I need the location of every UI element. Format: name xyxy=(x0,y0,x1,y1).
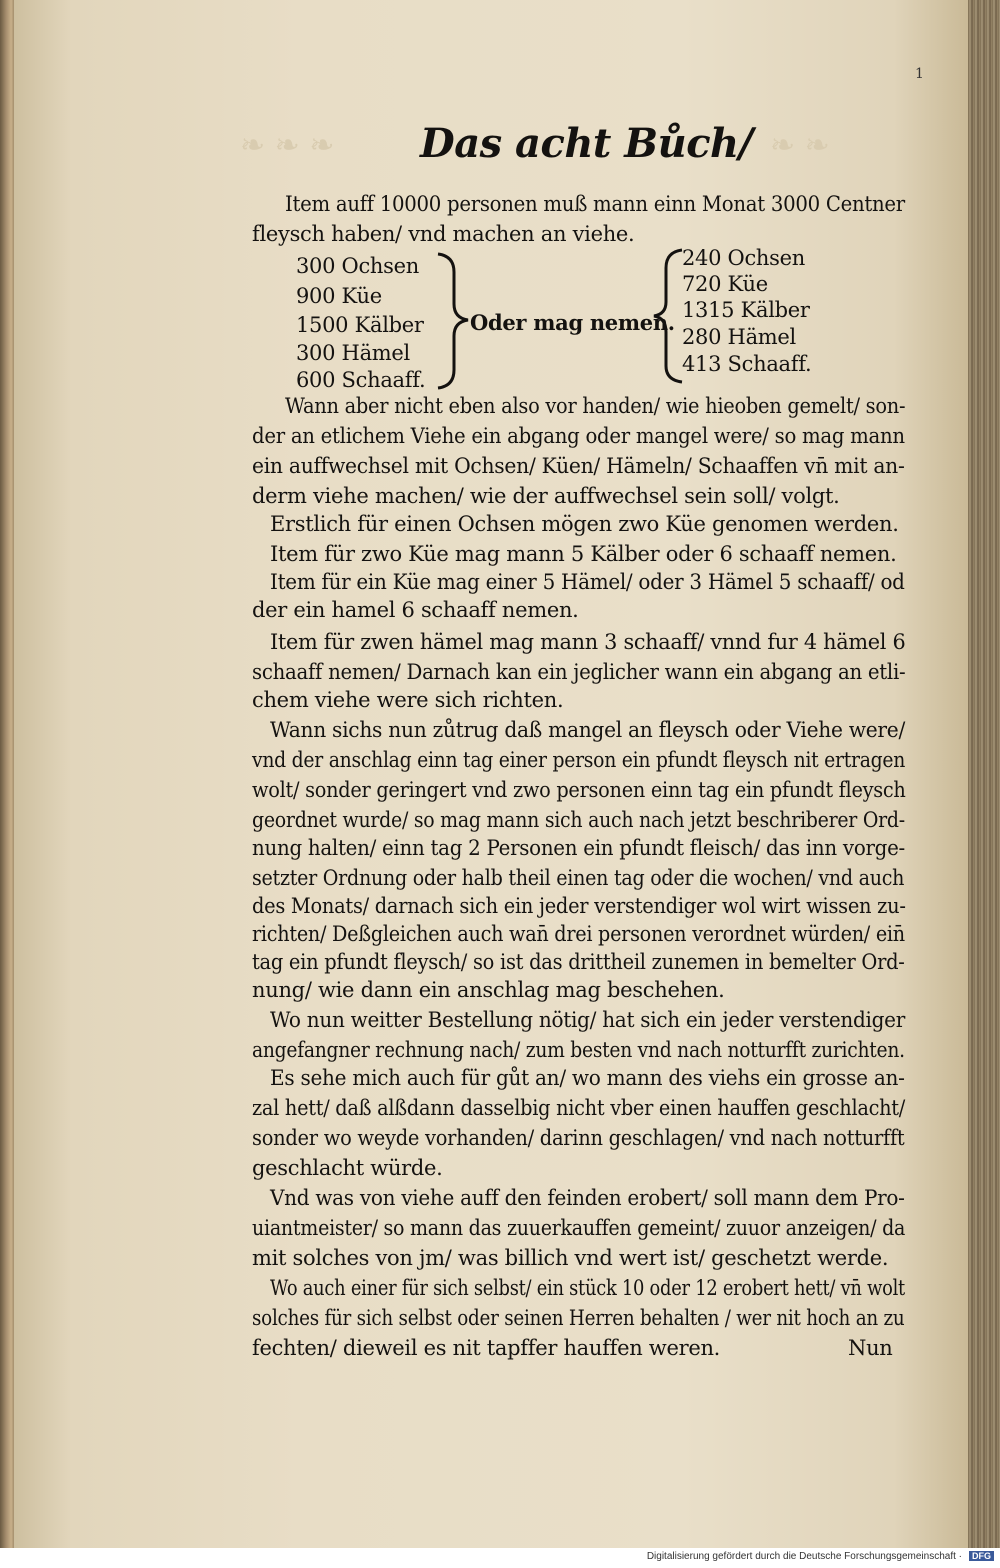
text-line: chem viehe were sich richten. xyxy=(252,688,564,712)
text-line: derm viehe machen/ wie der auffwechsel sein soll/ volgt. xyxy=(252,484,840,508)
text-line: geschlacht würde. xyxy=(252,1156,443,1180)
page-title: Das acht Bůch/ xyxy=(420,120,753,167)
table-middle-label: Oder mag nemen. xyxy=(470,310,675,335)
table-left-item: 300 Ochsen xyxy=(296,254,419,278)
text-line: ein auffwechsel mit Ochsen/ Küen/ Hämeln/ Schaaffen vn̄ mit an- xyxy=(252,454,905,478)
text-line: Item für zwen hämel mag mann 3 schaaff/ vnnd fur 4 hämel 6 xyxy=(270,630,906,654)
text-line: der ein hamel 6 schaaff nemen. xyxy=(252,598,579,622)
left-brace xyxy=(432,252,472,392)
text-line: tag ein pfundt fleysch/ so ist das drittheil zunemen in bemelter Ord- xyxy=(252,950,905,974)
text-line: geordnet wurde/ so mag mann sich auch nach jetzt beschriberer Ord- xyxy=(252,808,905,832)
text-line: schaaff nemen/ Darnach kan ein jeglicher wann ein abgang an etli- xyxy=(252,660,906,684)
text-line: Wann sichs nun zůtrug daß mangel an fleysch oder Viehe were/ xyxy=(270,718,905,742)
text-line: fleysch haben/ vnd machen an viehe. xyxy=(252,222,635,246)
text-line: Erstlich für einen Ochsen mögen zwo Küe genomen werden. xyxy=(270,512,899,536)
text-line: angefangner rechnung nach/ zum besten vnd nach notturfft zurichten. xyxy=(252,1038,905,1062)
text-line: zal hett/ daß alßdann dasselbig nicht vber einen hauffen geschlacht/ xyxy=(252,1096,906,1120)
text-line: Item für ein Küe mag einer 5 Hämel/ oder 3 Hämel 5 schaaff/ od xyxy=(270,570,905,594)
text-line: vnd der anschlag einn tag einer person ein pfundt fleysch nit ertragen xyxy=(252,748,906,772)
table-right-item: 240 Ochsen xyxy=(682,246,805,270)
table-left-item: 300 Hämel xyxy=(296,341,410,365)
text-line: Es sehe mich auch für gůt an/ wo mann des viehs ein grosse an- xyxy=(270,1066,905,1090)
text-line: wolt/ sonder geringert vnd zwo personen einn tag ein pfundt fleysch xyxy=(252,778,906,802)
footer-credit: Digitalisierung gefördert durch die Deutsche Forschungsgemeinschaft · xyxy=(646,1551,962,1562)
table-right-item: 280 Hämel xyxy=(682,325,796,349)
fore-edge xyxy=(968,0,1000,1548)
text-line: Item auff 10000 personen muß mann einn Monat 3000 Centner xyxy=(285,192,905,216)
dfg-logo: DFG xyxy=(969,1551,994,1561)
text-line: Wann aber nicht eben also vor handen/ wie hieoben gemelt/ son- xyxy=(285,394,906,418)
show-through-text-left: ❧ ❧ ❧ xyxy=(240,128,335,163)
table-right-item: 1315 Kälber xyxy=(682,298,810,322)
text-line: sonder wo weyde vorhanden/ darinn geschlagen/ vnd nach notturfft xyxy=(252,1126,905,1150)
text-line: mit solches von jm/ was billich vnd wert ist/ geschetzt werde. xyxy=(252,1246,889,1270)
text-line: fechten/ dieweil es nit tapffer hauffen weren. xyxy=(252,1336,721,1360)
table-left-item: 600 Schaaff. xyxy=(296,368,426,392)
margin-mark: 1 xyxy=(915,66,924,82)
table-left-item: 900 Küe xyxy=(296,284,382,308)
text-line: setzter Ordnung oder halb theil einen tag oder die wochen/ vnd auch xyxy=(252,866,905,890)
text-line: der an etlichem Viehe ein abgang oder mangel were/ so mag mann xyxy=(252,424,905,448)
show-through-text-right: ❧ ❧ xyxy=(770,128,830,163)
text-line: solches für sich selbst oder seinen Herren behalten / wer nit hoch an zu xyxy=(252,1306,905,1330)
table-right-item: 413 Schaaff. xyxy=(682,352,812,376)
text-line: Item für zwo Küe mag mann 5 Kälber oder 6 schaaff nemen. xyxy=(270,542,897,566)
catchword: Nun xyxy=(848,1336,893,1360)
text-line: nung halten/ einn tag 2 Personen ein pfundt fleisch/ das inn vorge- xyxy=(252,836,905,860)
text-line: Wo auch einer für sich selbst/ ein stück 10 oder 12 erobert hett/ vn̄ wolt xyxy=(270,1276,905,1300)
right-brace xyxy=(650,246,686,386)
text-line: uiantmeister/ so mann das zuuerkauffen gemeint/ zuuor anzeigen/ da xyxy=(252,1216,906,1240)
table-left-item: 1500 Kälber xyxy=(296,313,424,337)
text-line: Vnd was von viehe auff den feinden erobert/ soll mann dem Pro- xyxy=(270,1186,905,1210)
text-line: nung/ wie dann ein anschlag mag beschehen. xyxy=(252,978,725,1002)
text-line: Wo nun weitter Bestellung nötig/ hat sich ein jeder verstendiger xyxy=(270,1008,906,1032)
text-line: des Monats/ darnach sich ein jeder verstendiger wol wirt wissen zu- xyxy=(252,894,906,918)
table-right-item: 720 Küe xyxy=(682,272,768,296)
text-line: richten/ Deßgleichen auch wan̄ drei personen verordnet würden/ ein̄ xyxy=(252,922,905,946)
